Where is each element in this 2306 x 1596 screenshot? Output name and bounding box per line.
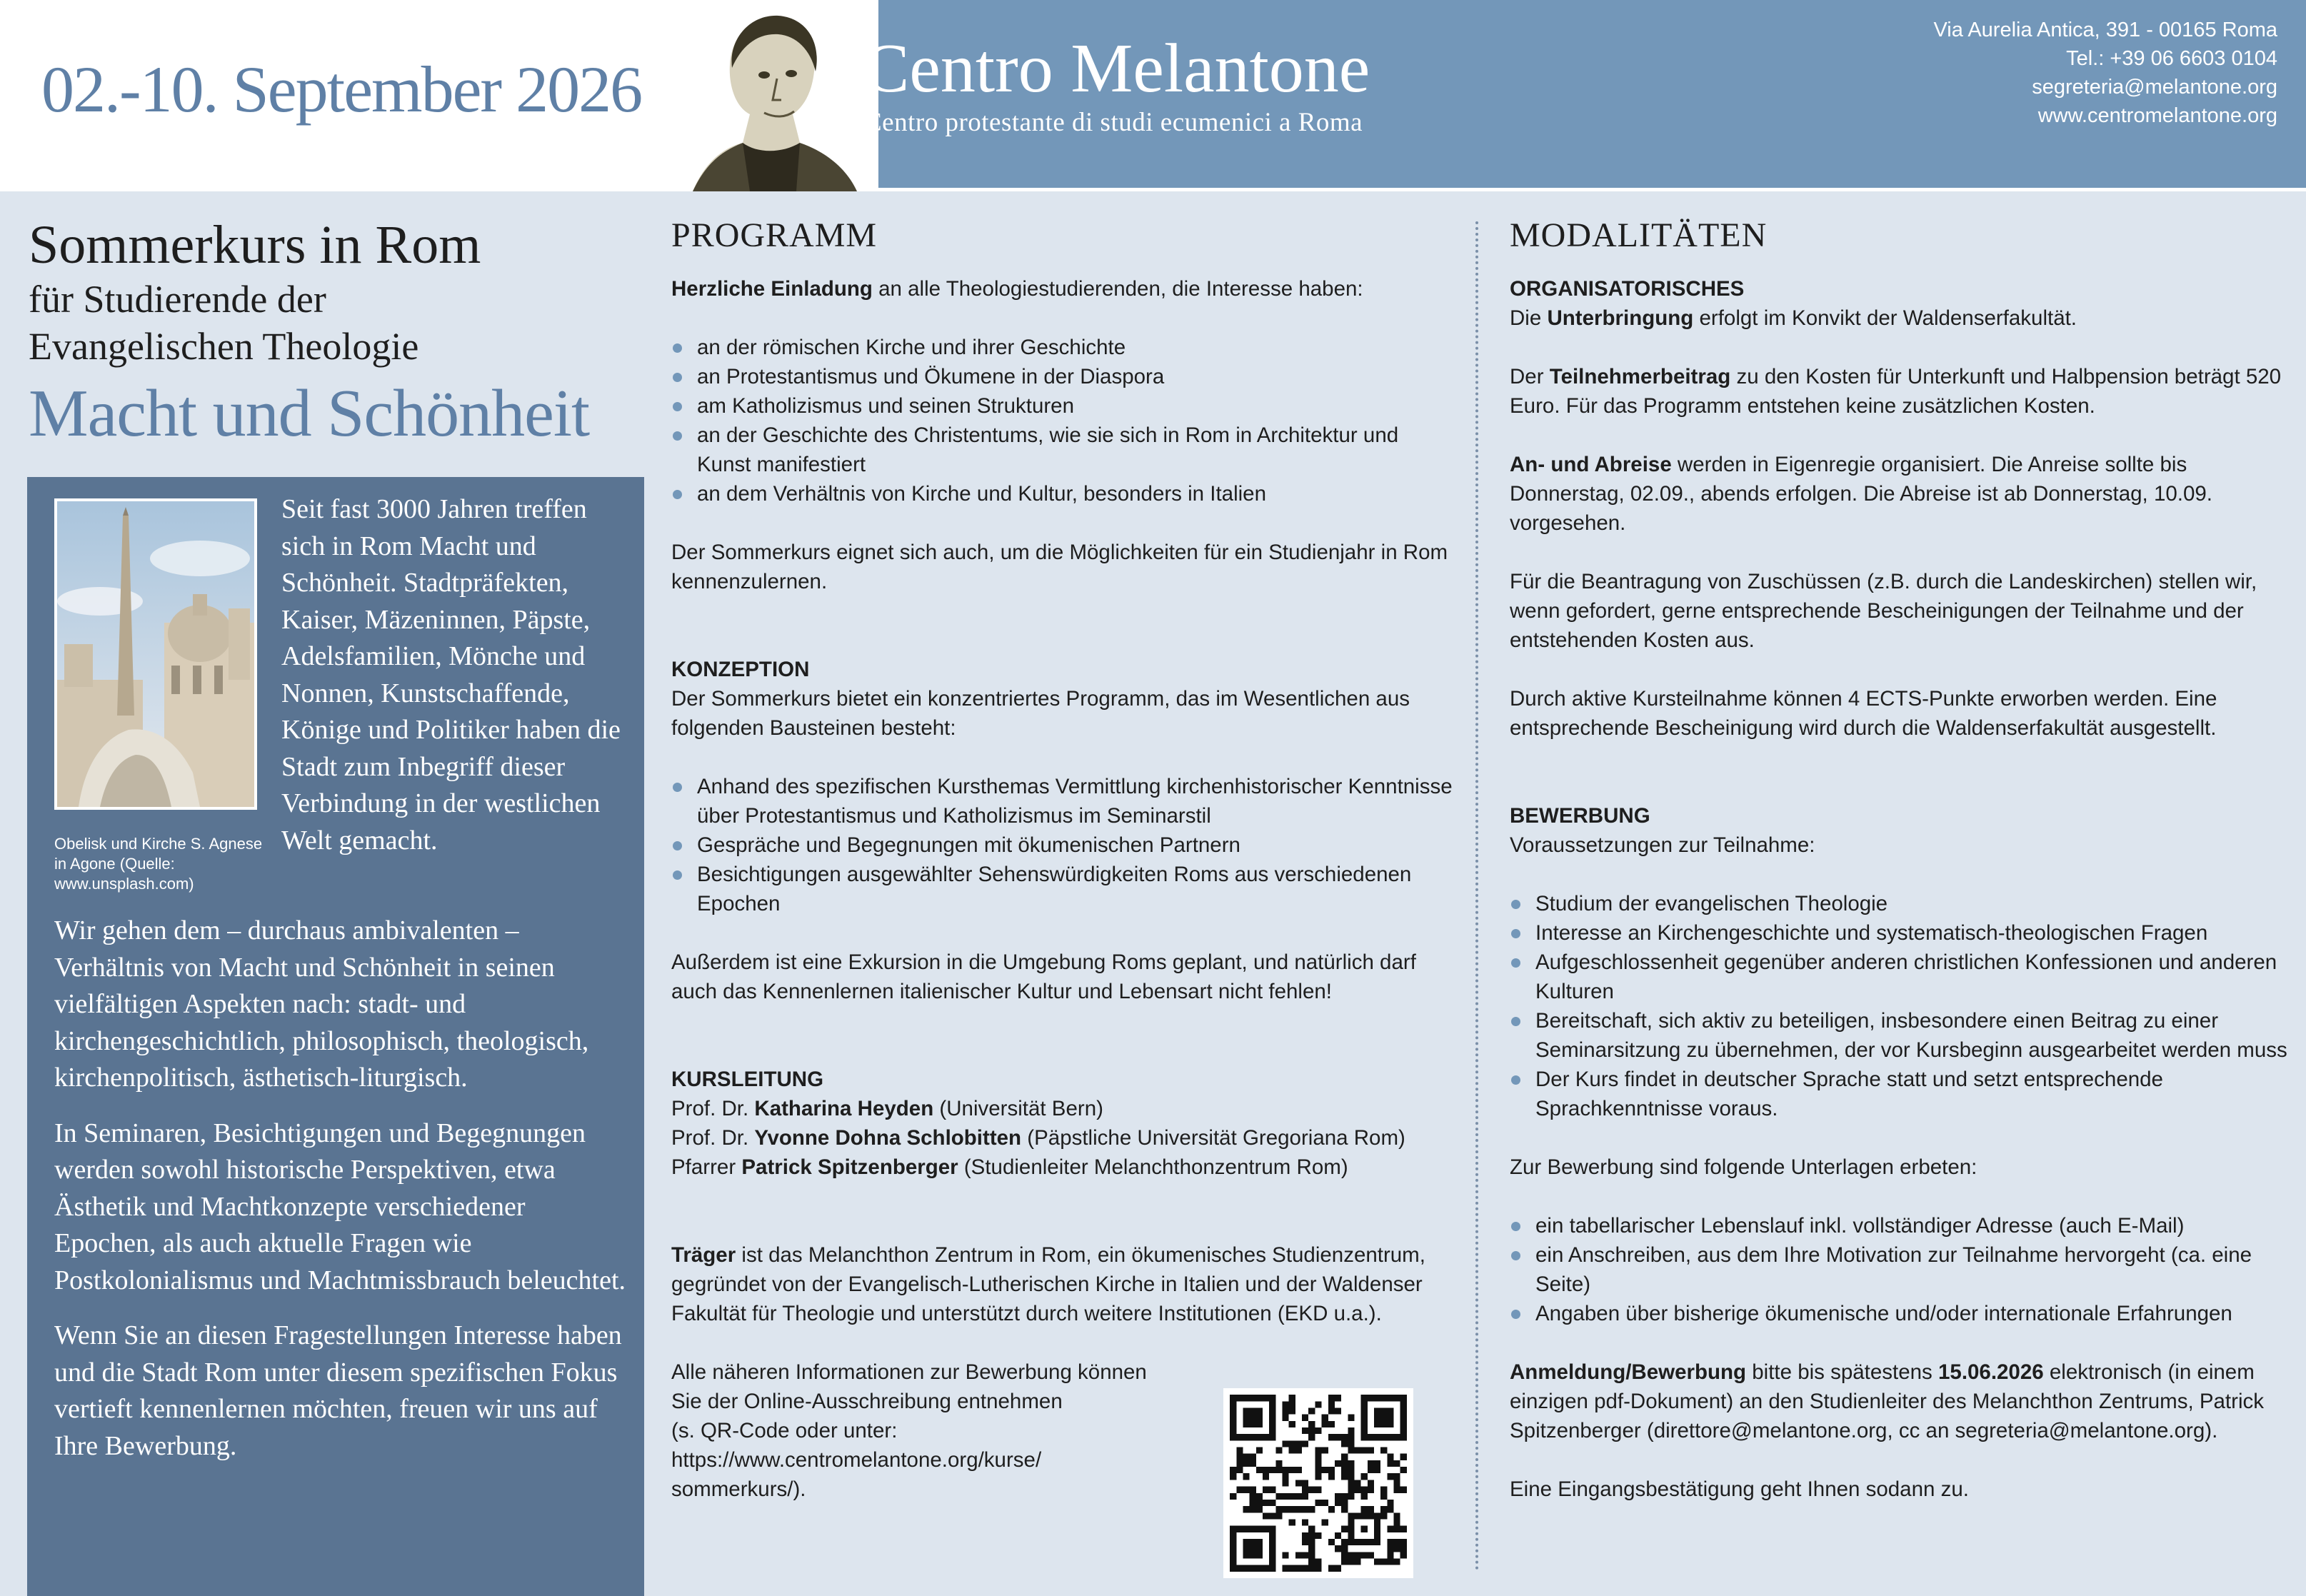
- org-heading: ORGANISATORISCHES: [1510, 277, 1745, 301]
- programm-heading: PROGRAMM: [671, 216, 878, 254]
- traeger-rest: ist das Melanchthon Zentrum in Rom, ein ökumenisches Studienzentrum, gegründet von der Evangelisch-Lutherischen Kirche in Italien und der Waldenser Fakultät für Theologie und unterstützt durch weitere Institutionen (EKD u.a.).: [671, 1243, 1425, 1325]
- list-item: Anhand des spezifischen Kursthemas Vermittlung kirchenhistorischer Kenntnisse über Protestantismus und Katholizismus im Seminarstil: [671, 772, 1457, 830]
- bewerbung-heading: BEWERBUNG: [1510, 804, 1650, 828]
- column-divider: [1475, 221, 1478, 1571]
- requirements-list: [1510, 889, 2288, 1123]
- text-span: elektronisch (in einem einzigen pdf-Dokument) an den Studienleiter des Melanchthon Zentrums, Patrick Spitzenberger (direttore@melantone.org, cc an segreteria@melantone.org).: [1510, 1360, 2265, 1442]
- text-span: erfolgt im Konvikt der Waldenserfakultät.: [1693, 306, 2077, 330]
- modalitaeten-heading: MODALITÄTEN: [1510, 216, 1768, 254]
- text-span: bitte bis spätestens: [1746, 1360, 1938, 1384]
- bestaetigung-text: Eine Eingangsbestätigung geht Ihnen sodann zu.: [1510, 1477, 1969, 1501]
- list-item: Gespräche und Begegnungen mit ökumenischen Partnern: [671, 830, 1457, 860]
- list-item: an der römischen Kirche und ihrer Geschichte: [671, 333, 1457, 362]
- course-audience-line2: Evangelischen Theologie: [29, 325, 419, 368]
- leader-prefix: Prof. Dr.: [671, 1097, 755, 1120]
- list-item: Der Kurs findet in deutscher Sprache statt und setzt entsprechende Sprachkenntnisse voraus.: [1510, 1065, 2288, 1123]
- deadline-date: 15.06.2026: [1938, 1360, 2044, 1384]
- contact-website[interactable]: www.centromelantone.org: [2037, 104, 2277, 127]
- ects-text: Durch aktive Kursteilnahme können 4 ECTS-Punkte erworben werden. Eine entsprechende Bescheinigung wird durch die Waldenserfakultät ausgestellt.: [1510, 687, 2217, 740]
- leader-row: [671, 1123, 1457, 1153]
- paragraph-invitation: Wenn Sie an diesen Fragestellungen Interesse haben und die Stadt Rom unter diesem spezifischen Fokus vertieft kennenlernen möchten, freuen wir uns auf Ihre Bewerbung.: [54, 1320, 622, 1461]
- modalitaeten-column: [1510, 214, 2288, 1504]
- qr-code-icon: [1223, 1388, 1413, 1578]
- list-item: ein Anschreiben, aus dem Ihre Motivation zur Teilnahme hervorgeht (ca. eine Seite): [1510, 1240, 2288, 1299]
- leader-affiliation: (Studienleiter Melanchthonzentrum Rom): [958, 1155, 1348, 1179]
- list-item: an dem Verhältnis von Kirche und Kultur, besonders in Italien: [671, 479, 1457, 508]
- unterlagen-text: Zur Bewerbung sind folgende Unterlagen erbeten:: [1510, 1155, 1977, 1179]
- list-item: Besichtigungen ausgewählter Sehenswürdigkeiten Roms aus verschiedenen Epochen: [671, 860, 1457, 918]
- intro-box: [27, 477, 644, 1596]
- text-span: Der: [1510, 365, 1550, 388]
- zuschuesse-text: Für die Beantragung von Zuschüssen (z.B. durch die Landeskirchen) stellen wir, wenn gefordert, gerne entsprechende Bescheinigungen der Teilnahme und der entstehenden Kosten aus.: [1510, 570, 2257, 652]
- list-item: an der Geschichte des Christentums, wie sie sich in Rom in Architektur und Kunst manifestiert: [671, 421, 1457, 479]
- list-item: am Katholizismus und seinen Strukturen: [671, 391, 1457, 421]
- intro-text: Seit fast 3000 Jahren treffen sich in Rom Macht und Schönheit. Stadtpräfekten, Kaiser, Mäzeninnen, Päpste, Adelsfamilien, Mönche und Nonnen, Kunstschaffende, Könige und Politiker haben die Stadt zum Inbegriff dieser Verbindung in der westlichen Welt gemacht.: [281, 494, 621, 855]
- contact-phone: Tel.: +39 06 6603 0104: [2066, 47, 2277, 70]
- text-span: werden in Eigenregie organisiert. Die Anreise sollte bis Donnerstag, 02.09., abends erfolgen. Die Abreise ist ab Donnerstag, 10.09. vorgesehen.: [1510, 453, 2212, 535]
- contact-address: Via Aurelia Antica, 391 - 00165 Roma: [1933, 19, 2277, 41]
- documents-list: [1510, 1211, 2288, 1328]
- event-date: 02.-10. September 2026: [41, 53, 642, 126]
- anreise-bold: An- und Abreise: [1510, 453, 1672, 476]
- contact-block: [1933, 16, 2277, 130]
- kursleitung-heading: KURSLEITUNG: [671, 1068, 824, 1091]
- course-theme: Macht und Schönheit: [29, 376, 590, 451]
- invite-bold: Herzliche Einladung: [671, 277, 873, 301]
- leader-prefix: Prof. Dr.: [671, 1126, 755, 1150]
- course-title: Sommerkurs in Rom: [29, 215, 481, 275]
- bausteine-list: [671, 772, 1457, 918]
- melanchthon-portrait: [664, 0, 878, 191]
- brand-subtitle: Centro protestante di studi ecumenici a Roma: [864, 108, 1363, 137]
- traeger-text: [671, 1240, 1457, 1328]
- leader-name: Patrick Spitzenberger: [741, 1155, 958, 1179]
- invite-text: [671, 274, 1457, 303]
- paragraph-seminars: In Seminaren, Besichtigungen und Begegnungen werden sowohl historische Perspektiven, etwa Ästhetik und Machtkonzepte verschiedener Epochen, als auch aktuelle Fragen wie Postkolonialismus und Machtmissbrauch beleuchtet.: [54, 1118, 626, 1295]
- exkursion-text: Außerdem ist eine Exkursion in die Umgebung Roms geplant, und natürlich darf auch das Kennenlernen italienischer Kultur und Lebensart nicht fehlen!: [671, 950, 1416, 1003]
- course-title-block: [29, 214, 650, 453]
- voraussetzungen-text: Voraussetzungen zur Teilnahme:: [1510, 833, 1815, 857]
- konzeption-heading: KONZEPTION: [671, 658, 810, 681]
- online-info: [671, 1357, 1185, 1504]
- invite-rest: an alle Theologiestudierenden, die Interesse haben:: [872, 277, 1363, 301]
- leader-affiliation: (Universität Bern): [933, 1097, 1103, 1120]
- leader-name: Katharina Heyden: [754, 1097, 934, 1120]
- leader-row: [671, 1094, 1457, 1123]
- info-line: Sie der Online-Ausschreibung entnehmen: [671, 1390, 1063, 1413]
- paragraph-ambivalence: Wir gehen dem – durchaus ambivalenten – Verhältnis von Macht und Schönheit in seinen vielfältigen Aspekten nach: stadt- und kirchengeschichtlich, philosophisch, theologisch, kirchenpolitisch, ästhetisch-liturgisch.: [54, 915, 589, 1093]
- brand-title: Centro Melantone: [863, 30, 1370, 107]
- photo-caption: Obelisk und Kirche S. Agnese in Agone (Quelle: www.unsplash.com): [54, 835, 263, 893]
- konzeption-text: Der Sommerkurs bietet ein konzentriertes Programm, das im Wesentlichen aus folgenden Bausteinen besteht:: [671, 687, 1410, 740]
- leader-prefix: Pfarrer: [671, 1155, 742, 1179]
- text-span: zu den Kosten für Unterkunft und Halbpension beträgt 520 Euro. Für das Programm entstehen keine zusätzlichen Kosten.: [1510, 365, 2282, 418]
- unterbringung-text: [1510, 303, 2288, 333]
- studienjahr-text: Der Sommerkurs eignet sich auch, um die Möglichkeiten für ein Studienjahr in Rom kennenzulernen.: [671, 541, 1448, 593]
- info-url-link[interactable]: https://www.centromelantone.org/kurse/: [671, 1448, 1042, 1472]
- info-line: Alle näheren Informationen zur Bewerbung können: [671, 1360, 1147, 1384]
- leader-affiliation: (Päpstliche Universität Gregoriana Rom): [1021, 1126, 1405, 1150]
- anreise-text: [1510, 450, 2288, 538]
- info-line: sommerkurs/).: [671, 1477, 806, 1501]
- interest-list: [671, 333, 1457, 508]
- info-line: (s. QR-Code oder unter:: [671, 1419, 898, 1442]
- list-item: Bereitschaft, sich aktiv zu beteiligen, insbesondere einen Beitrag zu einer Seminarsitzung zu übernehmen, der vor Kursbeginn ausgearbeitet werden muss: [1510, 1006, 2288, 1065]
- intro-paragraphs: [54, 913, 626, 1483]
- beitrag-bold: Teilnehmerbeitrag: [1549, 365, 1731, 388]
- list-item: Interesse an Kirchengeschichte und systematisch-theologischen Fragen: [1510, 918, 2288, 948]
- text-span: Die: [1510, 306, 1548, 330]
- list-item: Studium der evangelischen Theologie: [1510, 889, 2288, 918]
- anmeldung-bold: Anmeldung/Bewerbung: [1510, 1360, 1747, 1384]
- programm-column: [671, 214, 1457, 1504]
- list-item: ein tabellarischer Lebenslauf inkl. vollständiger Adresse (auch E-Mail): [1510, 1211, 2288, 1240]
- list-item: an Protestantismus und Ökumene in der Diaspora: [671, 362, 1457, 391]
- contact-email[interactable]: segreteria@melantone.org: [2032, 76, 2277, 99]
- unterbringung-bold: Unterbringung: [1547, 306, 1694, 330]
- beitrag-text: [1510, 362, 2288, 421]
- leader-name: Yvonne Dohna Schlobitten: [754, 1126, 1022, 1150]
- obelisk-photo: [54, 498, 257, 810]
- list-item: Angaben über bisherige ökumenische und/oder internationale Erfahrungen: [1510, 1299, 2288, 1328]
- list-item: Aufgeschlossenheit gegenüber anderen christlichen Konfessionen und anderen Kulturen: [1510, 948, 2288, 1006]
- course-audience-line1: für Studierende der: [29, 278, 326, 321]
- traeger-bold: Träger: [671, 1243, 736, 1267]
- qr-code[interactable]: [1223, 1388, 1413, 1578]
- obelisk-church-image: [57, 501, 254, 807]
- anmeldung-text: [1510, 1357, 2288, 1445]
- leader-row: [671, 1153, 1457, 1182]
